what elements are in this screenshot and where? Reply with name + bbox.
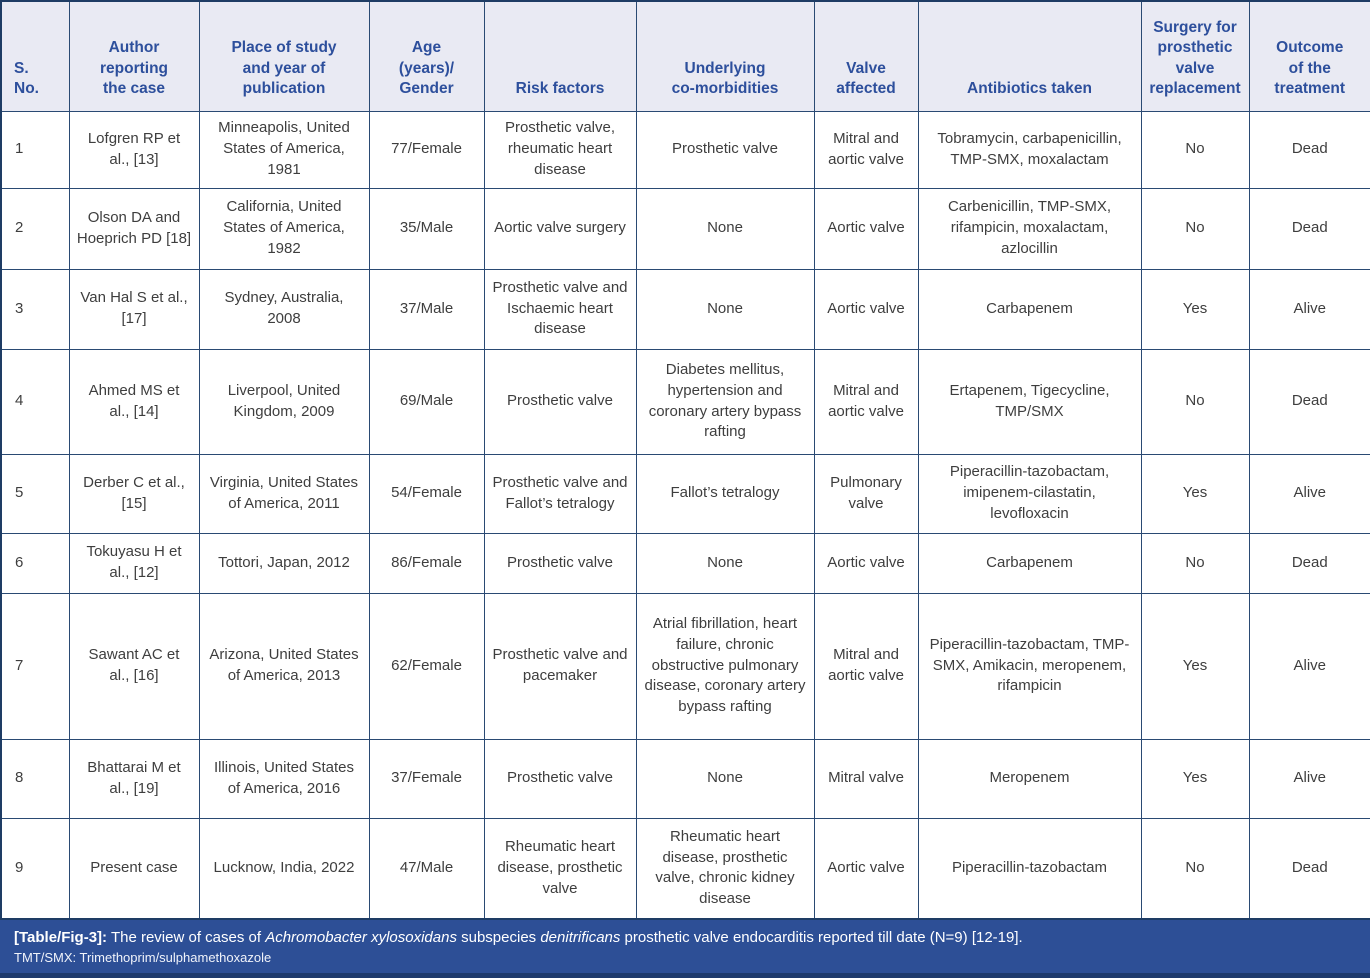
cell-valve: Pulmonary valve xyxy=(814,454,918,533)
cell-place: Minneapolis, United States of America, 1981 xyxy=(199,111,369,188)
cell-s-no: 3 xyxy=(1,269,69,349)
cell-outcome: Dead xyxy=(1249,111,1370,188)
cell-surgery: Yes xyxy=(1141,269,1249,349)
cell-s-no: 1 xyxy=(1,111,69,188)
cell-place: Virginia, United States of America, 2011 xyxy=(199,454,369,533)
cell-surgery: No xyxy=(1141,111,1249,188)
cell-place: Tottori, Japan, 2012 xyxy=(199,533,369,593)
cell-place: Arizona, United States of America, 2013 xyxy=(199,593,369,739)
cell-valve: Aortic valve xyxy=(814,533,918,593)
table-row xyxy=(1,349,1370,454)
cell-comorbidities: Diabetes mellitus, hypertension and coronary artery bypass rafting xyxy=(636,349,814,454)
cell-place: Liverpool, United Kingdom, 2009 xyxy=(199,349,369,454)
cell-author: Van Hal S et al., [17] xyxy=(69,269,199,349)
table-row xyxy=(1,269,1370,349)
cell-antibiotics: Meropenem xyxy=(918,739,1141,818)
cell-author: Olson DA and Hoeprich PD [18] xyxy=(69,188,199,269)
cell-age-gender: 37/Male xyxy=(369,269,484,349)
cell-age-gender: 47/Male xyxy=(369,818,484,919)
cell-risk-factors: Aortic valve surgery xyxy=(484,188,636,269)
column-header-comorbidities: Underlying co-morbidities xyxy=(636,1,814,111)
cell-surgery: Yes xyxy=(1141,593,1249,739)
cell-comorbidities: Rheumatic heart disease, prosthetic valve, chronic kidney disease xyxy=(636,818,814,919)
cell-comorbidities: Fallot’s tetralogy xyxy=(636,454,814,533)
cell-valve: Mitral valve xyxy=(814,739,918,818)
cell-outcome: Dead xyxy=(1249,349,1370,454)
cell-place: Lucknow, India, 2022 xyxy=(199,818,369,919)
cell-antibiotics: Piperacillin-tazobactam, imipenem-cilastatin, levofloxacin xyxy=(918,454,1141,533)
cell-age-gender: 86/Female xyxy=(369,533,484,593)
cell-s-no: 4 xyxy=(1,349,69,454)
cell-age-gender: 62/Female xyxy=(369,593,484,739)
cell-author: Derber C et al., [15] xyxy=(69,454,199,533)
cell-valve: Mitral and aortic valve xyxy=(814,349,918,454)
cell-surgery: No xyxy=(1141,533,1249,593)
column-header-valve: Valve affected xyxy=(814,1,918,111)
cell-antibiotics: Piperacillin-tazobactam xyxy=(918,818,1141,919)
cell-author: Ahmed MS et al., [14] xyxy=(69,349,199,454)
cell-antibiotics: Ertapenem, Tigecycline, TMP/SMX xyxy=(918,349,1141,454)
cell-risk-factors: Prosthetic valve and Fallot’s tetralogy xyxy=(484,454,636,533)
column-header-surgery: Surgery for prosthetic valve replacement xyxy=(1141,1,1249,111)
cell-author: Sawant AC et al., [16] xyxy=(69,593,199,739)
cell-comorbidities: None xyxy=(636,188,814,269)
cell-place: Sydney, Australia, 2008 xyxy=(199,269,369,349)
cell-comorbidities: None xyxy=(636,269,814,349)
cell-comorbidities: Atrial fibrillation, heart failure, chronic obstructive pulmonary disease, coronary artery bypass rafting xyxy=(636,593,814,739)
cell-valve: Mitral and aortic valve xyxy=(814,593,918,739)
cell-s-no: 5 xyxy=(1,454,69,533)
cell-outcome: Alive xyxy=(1249,454,1370,533)
table-row xyxy=(1,188,1370,269)
table-row xyxy=(1,111,1370,188)
cell-antibiotics: Carbapenem xyxy=(918,269,1141,349)
cell-author: Bhattarai M et al., [19] xyxy=(69,739,199,818)
cell-author: Tokuyasu H et al., [12] xyxy=(69,533,199,593)
figure-caption xyxy=(14,927,1356,948)
table-row xyxy=(1,818,1370,919)
cell-antibiotics: Carbenicillin, TMP-SMX, rifampicin, moxalactam, azlocillin xyxy=(918,188,1141,269)
cell-risk-factors: Prosthetic valve and Ischaemic heart disease xyxy=(484,269,636,349)
cell-outcome: Dead xyxy=(1249,818,1370,919)
cell-antibiotics: Piperacillin-tazobactam, TMP-SMX, Amikacin, meropenem, rifampicin xyxy=(918,593,1141,739)
cell-s-no: 7 xyxy=(1,593,69,739)
table-row xyxy=(1,454,1370,533)
cell-surgery: No xyxy=(1141,818,1249,919)
cell-risk-factors: Prosthetic valve and pacemaker xyxy=(484,593,636,739)
column-header-s-no: S. No. xyxy=(1,1,69,111)
cell-surgery: Yes xyxy=(1141,454,1249,533)
cell-valve: Mitral and aortic valve xyxy=(814,111,918,188)
cell-outcome: Dead xyxy=(1249,533,1370,593)
column-header-antibiotics: Antibiotics taken xyxy=(918,1,1141,111)
cell-antibiotics: Tobramycin, carbapenicillin, TMP-SMX, moxalactam xyxy=(918,111,1141,188)
cell-risk-factors: Prosthetic valve xyxy=(484,533,636,593)
cell-s-no: 9 xyxy=(1,818,69,919)
caption-species-italic: Achromobacter xylosoxidans xyxy=(265,929,457,946)
column-header-author: Author reporting the case xyxy=(69,1,199,111)
cell-author: Lofgren RP et al., [13] xyxy=(69,111,199,188)
cell-risk-factors: Prosthetic valve xyxy=(484,349,636,454)
column-header-age-gender: Age (years)/ Gender xyxy=(369,1,484,111)
caption-footnote: TMT/SMX: Trimethoprim/sulphamethoxazole xyxy=(14,950,272,965)
caption-text-pre: The review of cases of xyxy=(107,929,266,946)
cell-valve: Aortic valve xyxy=(814,188,918,269)
cell-place: California, United States of America, 1982 xyxy=(199,188,369,269)
cell-author: Present case xyxy=(69,818,199,919)
cell-age-gender: 54/Female xyxy=(369,454,484,533)
cell-risk-factors: Prosthetic valve, rheumatic heart disease xyxy=(484,111,636,188)
caption-text-post: prosthetic valve endocarditis reported till date (N=9) [12-19]. xyxy=(620,929,1023,946)
caption-text-mid: subspecies xyxy=(456,929,541,946)
cell-surgery: No xyxy=(1141,188,1249,269)
cell-comorbidities: None xyxy=(636,533,814,593)
cell-place: Illinois, United States of America, 2016 xyxy=(199,739,369,818)
cell-outcome: Alive xyxy=(1249,593,1370,739)
column-header-risk-factors: Risk factors xyxy=(484,1,636,111)
cell-s-no: 6 xyxy=(1,533,69,593)
table-row xyxy=(1,739,1370,818)
cell-outcome: Dead xyxy=(1249,188,1370,269)
caption-tag: [Table/Fig-3]: xyxy=(14,929,108,946)
cell-valve: Aortic valve xyxy=(814,818,918,919)
header-row xyxy=(1,1,1370,111)
cell-age-gender: 35/Male xyxy=(369,188,484,269)
cell-comorbidities: None xyxy=(636,739,814,818)
column-header-outcome: Outcome of the treatment xyxy=(1249,1,1370,111)
cell-valve: Aortic valve xyxy=(814,269,918,349)
cell-age-gender: 69/Male xyxy=(369,349,484,454)
table-row xyxy=(1,533,1370,593)
cell-risk-factors: Rheumatic heart disease, prosthetic valve xyxy=(484,818,636,919)
column-header-place: Place of study and year of publication xyxy=(199,1,369,111)
cell-surgery: Yes xyxy=(1141,739,1249,818)
cell-age-gender: 77/Female xyxy=(369,111,484,188)
cell-outcome: Alive xyxy=(1249,739,1370,818)
cell-comorbidities: Prosthetic valve xyxy=(636,111,814,188)
caption-subspecies-italic: denitrificans xyxy=(540,929,621,946)
cell-s-no: 2 xyxy=(1,188,69,269)
table-row xyxy=(1,593,1370,739)
cell-risk-factors: Prosthetic valve xyxy=(484,739,636,818)
cell-surgery: No xyxy=(1141,349,1249,454)
cell-outcome: Alive xyxy=(1249,269,1370,349)
cell-antibiotics: Carbapenem xyxy=(918,533,1141,593)
cell-s-no: 8 xyxy=(1,739,69,818)
cell-age-gender: 37/Female xyxy=(369,739,484,818)
figure-caption-bar xyxy=(0,920,1370,978)
